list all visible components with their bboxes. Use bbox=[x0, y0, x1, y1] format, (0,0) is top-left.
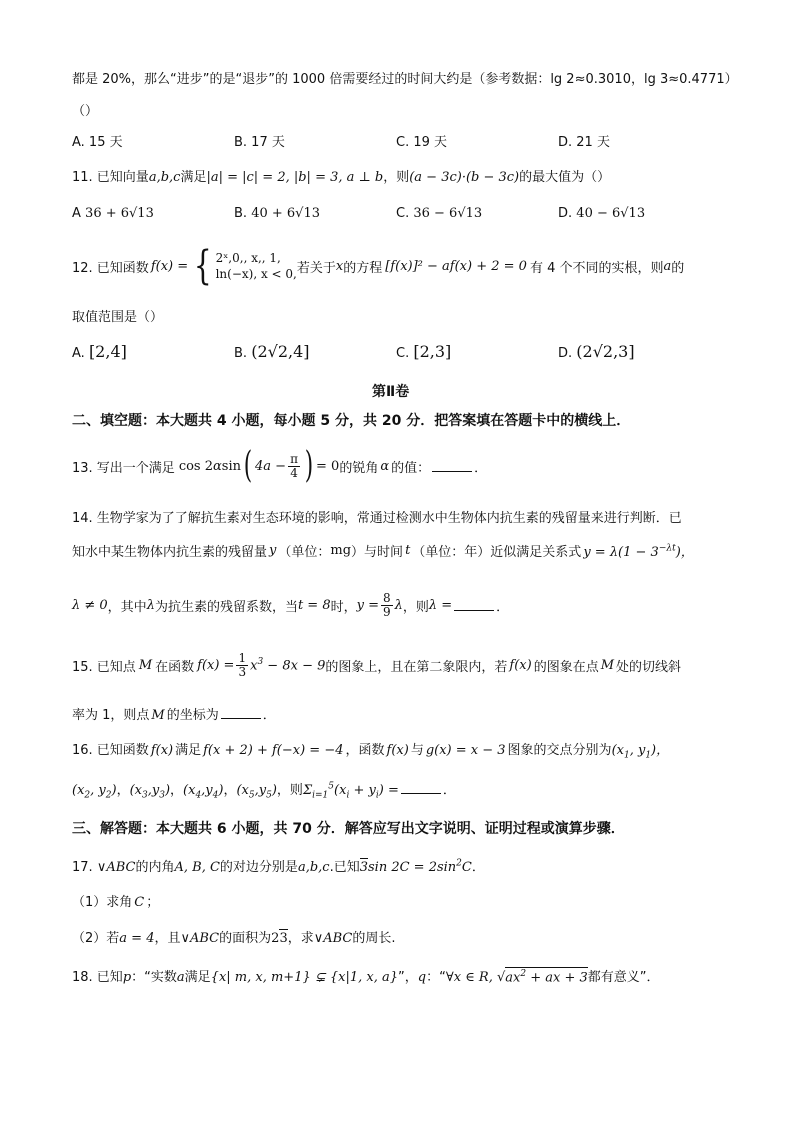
q14-3d: ，则 bbox=[402, 599, 429, 615]
q15-M: M bbox=[138, 657, 153, 673]
q12-a-label: A. bbox=[72, 346, 85, 361]
q12-c-label: C. bbox=[396, 346, 410, 361]
q15-line2 bbox=[72, 704, 276, 723]
q16-p5: $(x_5,y_5)$ bbox=[236, 783, 277, 801]
q17-C: C bbox=[134, 895, 145, 910]
q14-2b: （单位： bbox=[278, 545, 331, 560]
q15-2a: 率为 1，则点 bbox=[72, 708, 150, 723]
q14-unit: mg bbox=[330, 543, 352, 558]
q12-cases bbox=[216, 250, 297, 282]
q12-mid2: 的方程 bbox=[343, 260, 383, 276]
q11-a-label: A bbox=[72, 206, 81, 221]
q12-prefix: 12. 已知函数 bbox=[72, 260, 149, 276]
q18-q: q bbox=[417, 970, 427, 985]
q11-c-label: C. bbox=[396, 206, 410, 221]
q16-p3: $(x_3,y_3)$ bbox=[129, 783, 171, 801]
q14-3b: 为抗生素的残留系数，当 bbox=[154, 599, 298, 615]
q12-c-value: [2,3] bbox=[413, 342, 452, 361]
q16-sep2: ， bbox=[170, 783, 184, 798]
q17-p2c: 的面积为 bbox=[219, 931, 272, 946]
q16-fx: f(x) bbox=[150, 743, 174, 758]
q11-d-value: 40 − 6√13 bbox=[576, 206, 646, 221]
q14-2d: （单位：年）近似满足关系式 bbox=[412, 545, 582, 560]
q13-lparen: ( bbox=[243, 445, 253, 486]
q11-option-c bbox=[396, 206, 482, 221]
q17-mid2: 的对边分别是 bbox=[219, 860, 298, 875]
q13-frac: $\frac{\pi}{4}$ bbox=[290, 451, 298, 480]
q14-3a: ，其中 bbox=[107, 599, 147, 615]
q14-y-eq: y = bbox=[356, 597, 379, 613]
q17-mid3: .已知 bbox=[329, 860, 360, 875]
q12-mid: 若关于 bbox=[296, 260, 336, 276]
q13-cos: cos 2αsin bbox=[178, 458, 241, 474]
q11-b-value: 40 + 6√13 bbox=[251, 206, 320, 221]
q17-triangle: ∨ABC bbox=[96, 860, 136, 875]
q17-p2d: ，求 bbox=[287, 931, 314, 946]
q11-condition: |a| = |c| = 2, |b| = 3, a ⊥ b bbox=[206, 170, 384, 185]
q11-mid2: ，则 bbox=[383, 170, 410, 185]
q14-2c: ）与时间 bbox=[351, 545, 404, 560]
q12-b-label: B. bbox=[234, 346, 248, 361]
q17-stem bbox=[72, 856, 485, 875]
q14-end: ． bbox=[496, 599, 510, 615]
q17-p2a: （2）若 bbox=[72, 931, 120, 946]
q13-prefix: 13. 写出一个满足 bbox=[72, 460, 175, 476]
q10-paren: （） bbox=[72, 104, 99, 119]
q11-c-value: 36 − 6√13 bbox=[413, 206, 483, 221]
q16-p4: $(x_4,y_4)$ bbox=[183, 783, 224, 801]
q18-a: a bbox=[176, 970, 185, 985]
q16-sep1: ， bbox=[116, 783, 130, 798]
q18-mid3: ”， bbox=[398, 970, 418, 985]
q18-mid4: ：“ bbox=[426, 970, 446, 985]
q12-b-value: (2√2,4] bbox=[251, 342, 310, 361]
q14-lambda2: λ bbox=[394, 597, 403, 613]
q18-p: p bbox=[122, 970, 132, 985]
q17-p1end: ； bbox=[146, 895, 160, 910]
q13-4a: 4a − bbox=[255, 458, 287, 474]
q12-option-d bbox=[558, 342, 635, 361]
q14-3c: 时， bbox=[330, 599, 357, 615]
q13-rparen: ) bbox=[304, 445, 314, 486]
q14-2a: 知水中某生物体内抗生素的残留量 bbox=[72, 545, 268, 560]
section-solution-heading: 三、解答题：本大题共 6 小题，共 70 分．解答应写出文字说明、证明过程或演算步骤． bbox=[72, 821, 625, 837]
q14-frac: $\frac{8}{9}$ bbox=[383, 591, 391, 619]
q18-prefix: 18. 已知 bbox=[72, 970, 123, 985]
q15-poly: $x^3 - 8x - 9$ bbox=[250, 656, 326, 674]
q12-equation: [f(x)]² − af(x) + 2 = 0 bbox=[385, 258, 527, 274]
q12-mid4: 的 bbox=[671, 260, 685, 276]
q17-area: 23 bbox=[271, 931, 288, 946]
q11-vectors: a,b,c bbox=[148, 170, 181, 185]
q10-option-d: D. 21 天 bbox=[558, 135, 610, 150]
q17-part1 bbox=[72, 891, 159, 910]
q13-eq0: = 0 bbox=[316, 458, 340, 474]
q17-prefix: 17. bbox=[72, 860, 93, 875]
q15-line1 bbox=[72, 652, 681, 678]
q12-brace: { bbox=[193, 243, 212, 289]
q16-mid4: 图象的交点分别为 bbox=[507, 743, 612, 758]
q13-blank[interactable] bbox=[432, 461, 472, 472]
q16-condition: f(x + 2) + f(−x) = −4 bbox=[203, 743, 344, 758]
q18-stem bbox=[72, 966, 660, 985]
q17-end: ． bbox=[471, 860, 485, 875]
q15-blank[interactable] bbox=[221, 708, 261, 719]
q14-line1: 14. 生物学家为了了解抗生素对生态环境的影响，常通过检测水中生物体内抗生素的残留量来进行判断．已 bbox=[72, 511, 682, 526]
q18-mid2: 满足 bbox=[184, 970, 211, 985]
q12-case1: 2ˣ,0,, x,, 1, bbox=[215, 250, 281, 265]
q12-x: x bbox=[335, 258, 344, 274]
q14-lambda-eq: λ = bbox=[428, 597, 453, 613]
q17-angles: A, B, C bbox=[174, 860, 220, 875]
q11-a-value: 36 + 6√13 bbox=[85, 206, 154, 221]
q16-gx: g(x) = x − 3 bbox=[425, 743, 506, 758]
q15-frac: $\frac{1}{3}$ bbox=[238, 651, 247, 679]
q11-d-label: D. bbox=[558, 206, 573, 221]
q11-suffix: 的最大值为（） bbox=[519, 170, 611, 185]
q11-expression: (a − 3c)·(b − 3c) bbox=[409, 170, 520, 185]
q14-lambda: λ bbox=[146, 597, 155, 613]
q17-p2b: ，且 bbox=[154, 931, 181, 946]
q13-alpha: α bbox=[380, 458, 390, 474]
q12-d-value: (2√2,3] bbox=[576, 342, 635, 361]
q18-forall: ∀x ∈ R, $√ax^2$ + ax + 3 bbox=[445, 968, 588, 985]
q18-mid5: 都有意义”． bbox=[587, 970, 660, 985]
q14-formula: $y = \lambda(1 - 3^{-\lambda t})$， bbox=[583, 543, 694, 560]
q11-prefix: 11. 已知向量 bbox=[72, 170, 149, 185]
q12-stem bbox=[72, 243, 685, 289]
q17-sides: a,b,c bbox=[297, 860, 330, 875]
q13-stem bbox=[72, 445, 488, 486]
q15-end: ． bbox=[262, 708, 276, 723]
q12-case2: ln(−x), x < 0, bbox=[215, 267, 297, 281]
q17-p2e: 的周长. bbox=[352, 931, 396, 946]
q12-mid3: 有 4 个不同的实根，则 bbox=[529, 260, 664, 276]
q17-triangle3: ∨ABC bbox=[313, 931, 353, 946]
q14-blank[interactable] bbox=[454, 600, 494, 611]
q17-triangle2: ∨ABC bbox=[180, 931, 220, 946]
q15-M3: M bbox=[151, 708, 165, 723]
q15-fx2: f(x) bbox=[509, 657, 532, 673]
q16-end: ． bbox=[442, 783, 456, 798]
q13-end: ． bbox=[474, 460, 488, 476]
q14-line3 bbox=[72, 592, 509, 618]
q18-set: {x| m, x, m+1} ⊊ {x|1, x, a} bbox=[210, 970, 399, 985]
q12-option-b bbox=[234, 342, 310, 361]
q10-stem: 都是 20%，那么“进步”的是“退步”的 1000 倍需要经过的时间大约是（参考数据：lg 2≈0.3010，lg 3≈0.4771） bbox=[72, 72, 738, 87]
q16-line2end: ，则 bbox=[276, 783, 303, 798]
q16-prefix: 16. 已知函数 bbox=[72, 743, 149, 758]
q16-p2: ($x_2$, $y_2$) bbox=[72, 783, 117, 801]
q14-t: t bbox=[405, 543, 411, 558]
q12-range: 取值范围是（） bbox=[72, 310, 164, 325]
q17-mid1: 的内角 bbox=[135, 860, 175, 875]
q14-lambda-ne0: λ ≠ 0 bbox=[72, 597, 108, 613]
q15-fx: f(x) = bbox=[197, 657, 235, 673]
q16-p1: ($x_1$, $y_1$)， bbox=[611, 743, 670, 761]
q16-mid2: ，函数 bbox=[345, 743, 385, 758]
q16-fx2: f(x) bbox=[386, 743, 409, 758]
q15-mid1: 在函数 bbox=[155, 659, 195, 675]
q14-t8: t = 8 bbox=[297, 597, 331, 613]
q12-a-value: [2,4] bbox=[88, 342, 127, 361]
q14-line2 bbox=[72, 541, 694, 560]
part-title: 第Ⅱ卷 bbox=[372, 384, 410, 400]
q13-suffix: 的锐角 bbox=[339, 460, 379, 476]
q10-option-a: A. 15 天 bbox=[72, 135, 123, 150]
q17-p1: （1）求角 bbox=[72, 895, 133, 910]
q11-option-a bbox=[72, 206, 154, 221]
q11-mid1: 满足 bbox=[180, 170, 207, 185]
q13-suffix2: 的值： bbox=[391, 460, 431, 476]
q12-option-a bbox=[72, 342, 127, 361]
q18-mid1: ：“实数 bbox=[131, 970, 177, 985]
q17-a4: a = 4 bbox=[119, 931, 155, 946]
q15-mid4: 处的切线斜 bbox=[616, 659, 682, 675]
q11-option-d bbox=[558, 206, 645, 221]
q15-mid2: 的图象上，且在第二象限内，若 bbox=[325, 659, 508, 675]
q10-option-b: B. 17 天 bbox=[234, 135, 285, 150]
q16-mid3: 与 bbox=[410, 743, 424, 758]
q10-option-c: C. 19 天 bbox=[396, 135, 448, 150]
q11-stem bbox=[72, 166, 610, 185]
q15-prefix: 15. 已知点 bbox=[72, 659, 136, 675]
q12-fx: f(x) = bbox=[150, 258, 189, 274]
q16-mid1: 满足 bbox=[175, 743, 202, 758]
q17-part2 bbox=[72, 927, 396, 946]
q12-option-c bbox=[396, 342, 451, 361]
q16-blank[interactable] bbox=[401, 783, 441, 794]
q12-d-label: D. bbox=[558, 346, 573, 361]
q16-sep3: ， bbox=[223, 783, 237, 798]
q17-equation: 3sin $2C = 2\sin^2C$ bbox=[359, 858, 472, 875]
section-fill-in-heading: 二、填空题：本大题共 4 小题，每小题 5 分，共 20 分．把答案填在答题卡中的横线上． bbox=[72, 413, 631, 429]
q16-line1 bbox=[72, 739, 669, 761]
q15-mid3: 的图象在点 bbox=[533, 659, 599, 675]
q14-y: y bbox=[269, 543, 277, 558]
q15-2b: 的坐标为 bbox=[166, 708, 219, 723]
q12-a: a bbox=[663, 258, 672, 274]
q16-sum: $\Sigma_{i=1}^5(x_i + y_i)$ = bbox=[302, 781, 399, 801]
q15-M2: M bbox=[600, 657, 615, 673]
q11-b-label: B. bbox=[234, 206, 248, 221]
q11-option-b bbox=[234, 206, 320, 221]
q16-line2 bbox=[72, 779, 456, 801]
